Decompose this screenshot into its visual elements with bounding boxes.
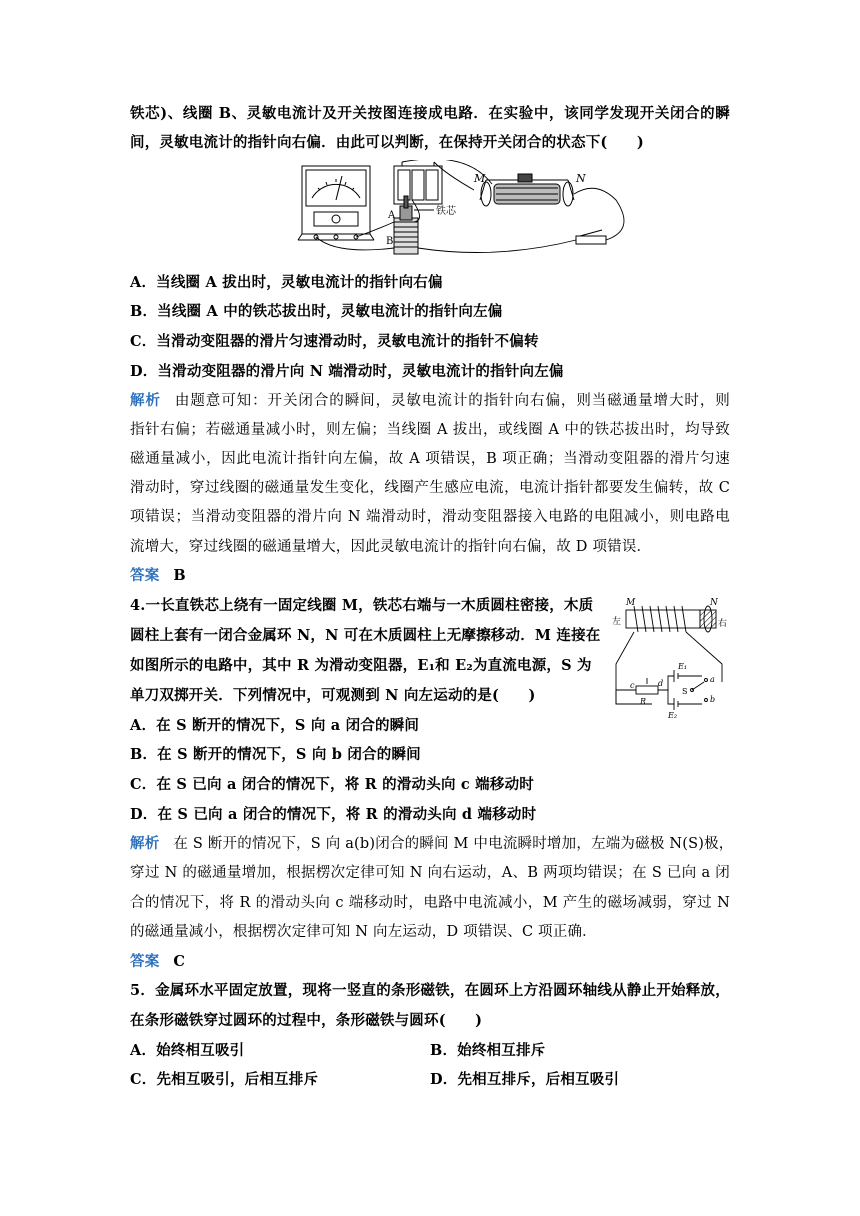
q4-label-a: a <box>710 675 715 684</box>
q3-option-d: D．当滑动变阻器的滑片向 N 端滑动时，灵敏电流计的指针向左偏 <box>130 363 564 380</box>
label-n: N <box>576 172 586 185</box>
q4-label-d: d <box>658 679 664 688</box>
q4-label-n: N <box>710 598 718 608</box>
q4-stem-line-4: 单刀双掷开关．下列情况中，可观测到 N 向左运动的是( ) <box>130 687 536 704</box>
q5-option-b: B．始终相互排斥 <box>430 1042 546 1059</box>
label-b: B <box>386 236 394 247</box>
q3-analysis-label: 解析 <box>130 392 161 409</box>
coil-b <box>394 196 434 254</box>
q5-stem-line-1: 5．金属环水平固定放置，现将一竖直的条形磁铁，在圆环上方沿圆环轴线从静止开始释放， <box>130 982 730 999</box>
q4-analysis-label: 解析 <box>130 835 160 852</box>
galvanometer <box>298 166 374 240</box>
q3-analysis-line-3: 磁通量减小，因此电流计指针向左偏，故 A 项错误，B 项正确；当滑动变阻器的滑片匀速 <box>130 451 730 467</box>
q4-option-d: D．在 S 已向 a 闭合的情况下，将 R 的滑动头向 d 端移动时 <box>130 806 537 823</box>
q5-option-d: D．先相互排斥，后相互吸引 <box>430 1071 620 1088</box>
q4-answer-value: C <box>173 953 186 970</box>
q4-analysis-line-3: 合的情况下，将 R 的滑动头向 c 端移动时，电路中电流减小，M 产生的磁场减弱，穿过 N <box>130 895 730 911</box>
label-m: M <box>474 172 486 185</box>
q5-options-row-2 <box>130 1070 730 1090</box>
q4-stem-line-2: 圆柱上套有一闭合金属环 N，N 可在木质圆柱上无摩擦移动．M 连接在 <box>130 627 601 644</box>
q5-option-c: C．先相互吸引，后相互排斥 <box>130 1071 319 1088</box>
rheostat <box>480 174 574 206</box>
q4-answer <box>130 952 730 972</box>
q4-answer-label: 答案 <box>130 953 160 970</box>
q3-analysis-line-6: 流增大，穿过线圈的磁通量增大，因此灵敏电流计的指针向右偏，故 D 项错误． <box>130 539 652 555</box>
q5-option-a: A．始终相互吸引 <box>130 1042 245 1059</box>
q3-option-a: A．当线圈 A 拔出时，灵敏电流计的指针向右偏 <box>130 274 443 291</box>
q4-analysis-line-4: 的磁通量减小，根据楞次定律可知 N 向左运动，D 项错误、C 项正确． <box>130 924 597 940</box>
q4-label-left: 左 <box>612 617 622 627</box>
label-iron-core: 铁芯 <box>436 206 456 217</box>
q4-option-a: A．在 S 断开的情况下，S 向 a 闭合的瞬间 <box>130 717 420 734</box>
q3-answer-value: B <box>173 567 186 584</box>
q4-label-m: M <box>626 598 636 608</box>
q3-circuit-figure <box>296 160 716 260</box>
q3-stem-line-1: 铁芯)、线圈 B、灵敏电流计及开关按图连接成电路．在实验中，该同学发现开关闭合的瞬 <box>130 105 730 122</box>
label-a: A <box>388 210 396 221</box>
q4-circuit-figure <box>612 596 730 722</box>
knife-switch <box>576 230 606 244</box>
q3-option-b: B．当线圈 A 中的铁芯拔出时，灵敏电流计的指针向左偏 <box>130 303 503 320</box>
q4-label-s: S <box>682 687 688 696</box>
q5-stem-line-2: 在条形磁铁穿过圆环的过程中，条形磁铁与圆环( ) <box>130 1012 483 1029</box>
q3-analysis-line-5: 项错误；当滑动变阻器的滑片向 N 端滑动时，滑动变阻器接入电路的电阻减小，则电路电 <box>130 509 730 525</box>
q4-label-right: 右 <box>718 619 728 629</box>
q3-answer <box>130 566 730 586</box>
q3-option-c: C．当滑动变阻器的滑片匀速滑动时，灵敏电流计的指针不偏转 <box>130 333 539 350</box>
q3-analysis-line-1: 解析 由题意可知：开关闭合的瞬间，灵敏电流计的指针向右偏，则当磁通量增大时，则 <box>130 392 730 409</box>
q4-label-c: c <box>630 681 635 690</box>
q3-analysis-line-4: 滑动时，穿过线圈的磁通量发生变化，线圈产生感应电流，电流计指针都要发生偏转，故 C <box>130 480 730 496</box>
q4-label-b: b <box>710 695 716 704</box>
q4-label-e1: E₁ <box>678 662 688 671</box>
q5-options-row-1 <box>130 1041 730 1061</box>
q4-label-r: R <box>640 697 647 706</box>
battery-pack <box>394 162 442 204</box>
q3-answer-label: 答案 <box>130 567 160 584</box>
q3-stem-line-2: 间，灵敏电流计的指针向右偏．由此可以判断，在保持开关闭合的状态下( ) <box>130 134 644 151</box>
q4-analysis-line-1: 解析 在 S 断开的情况下，S 向 a(b)闭合的瞬间 M 中电流瞬时增加，左端为磁极 N(S)极， <box>130 835 734 852</box>
q4-label-e2: E₂ <box>668 711 678 720</box>
q4-stem-line-1: 4.一长直铁芯上绕有一固定线圈 M，铁芯右端与一木质圆柱密接，木质 <box>130 597 594 614</box>
q4-stem-line-3: 如图所示的电路中，其中 R 为滑动变阻器，E₁和 E₂为直流电源，S 为 <box>130 657 592 674</box>
q4-analysis-line-2: 穿过 N 的磁通量增加，根据楞次定律可知 N 向右运动，A、B 两项均错误；在 S 已向 a 闭 <box>130 865 730 881</box>
q4-option-c: C．在 S 已向 a 闭合的情况下，将 R 的滑动头向 c 端移动时 <box>130 776 534 793</box>
q4-option-b: B．在 S 断开的情况下，S 向 b 闭合的瞬间 <box>130 746 421 763</box>
q3-analysis-line-2: 指针右偏；若磁通量减小时，则左偏；当线圈 A 拔出，或线圈 A 中的铁芯拔出时，均导致 <box>130 422 730 438</box>
